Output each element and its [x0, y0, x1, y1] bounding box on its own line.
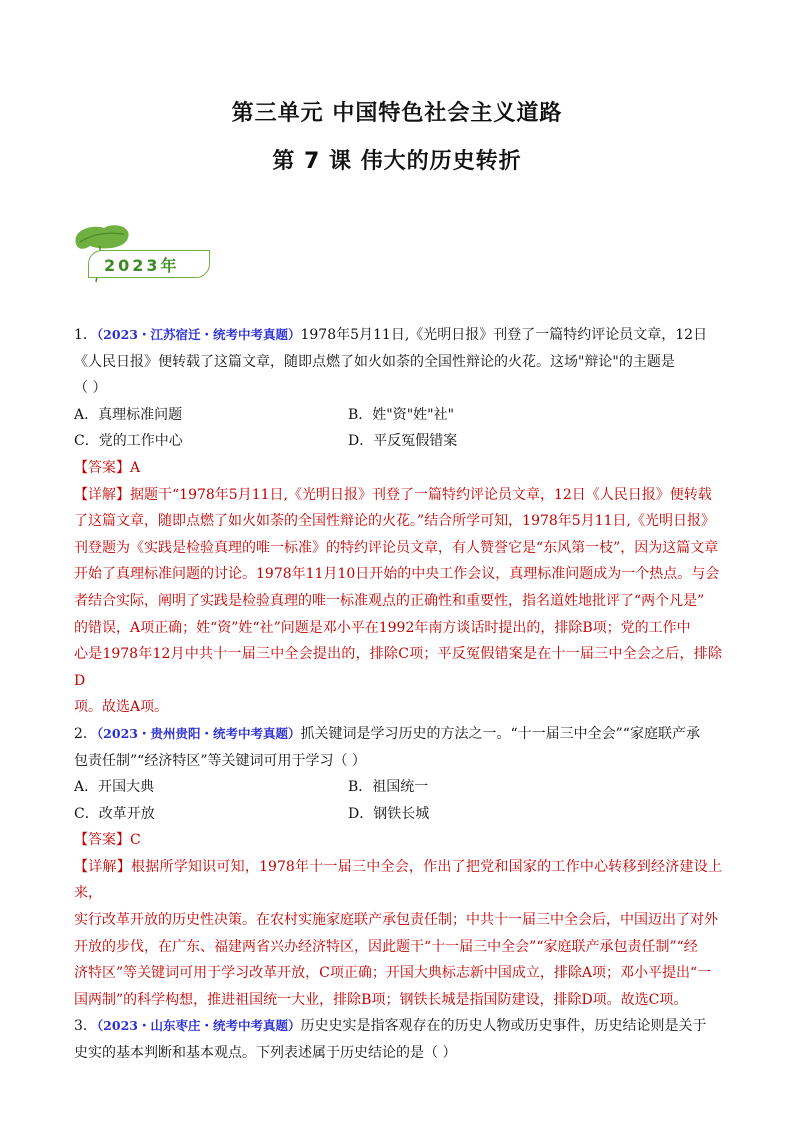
answer-line: 【答案】C [74, 832, 141, 849]
option-b[interactable]: B．祖国统一 [348, 779, 429, 796]
detail-paragraph: 【详解】据题干“1978年5月11日,《光明日报》刊登了一篇特约评论员文章，12日《人民日报》便转载 [74, 486, 712, 503]
options-row [74, 402, 722, 429]
unit-title: 第三单元 中国特色社会主义道路 [231, 101, 563, 126]
options-row [74, 801, 722, 828]
options-row [74, 774, 722, 801]
option-d[interactable]: D．平反冤假错案 [348, 433, 458, 450]
option-c[interactable]: C．改革开放 [74, 805, 155, 822]
option-d[interactable]: D．钢铁长城 [348, 805, 430, 822]
question-2-stem: 2．（2023・贵州贵阳・统考中考真题）抓关键词是学习历史的方法之一。“十一届三中全会”“家庭联产承 [74, 725, 700, 742]
year-badge [70, 220, 215, 290]
answer-line: 【答案】A [74, 459, 141, 476]
question-list: 1．（2023・江苏宿迁・统考中考真题）1978年5月11日,《光明日报》刊登了一篇特约评论员文章，12日 《人民日报》便转载了这篇文章，随即点燃了如火如荼的全国性辩论的火花。这场"辩论"的主题是 （ ） A．真理标准问题 B．姓"资"姓"社" C．党的工作中心 D．平反冤假错案 【答案】A 【详解】据题干“1978年5月11日,《光明日报》刊登了一篇特约评论员文章，12日《人民日报》便转载 了这篇文章，随即点燃了如火如荼的全国性辩论的火花。”结合所学可知，1978年5月11日,《光明日报》 刊登题为《实践是检验真理的唯一标准》的特约评论员文章，有人赞誉它是“东风第一枝”，因为这篇文章 开始了真理标准问题的讨论。1978年11月10日开始的中央工作会议，真理标准问题成为一个热点。与会 者结合实际，阐明了实践是检验真理的唯一标准观点的正确性和重要性，指名道姓地批评了“两个凡是” 的错误，A项正确；姓“资”姓“社”问题是邓小平在1992年南方谈话时提出的，排除B项；党的工作中 心是1978年12月中共十一届三中全会提出的，排除C项；平反冤假错案是在十一届三中全会之后，排除D 项。故选A项。 2．（2023・贵州贵阳・统考中考真题）抓关键词是学习历史的方法之一。“十一届三中全会”“家庭联产承 包责任制”“经济特区”等关键词可用于学习（ ） A．开国大典 B．祖国统一 C．改革开放 D．钢铁长城 【答案】C 【详解】根据所学知识可知，1978年十一届三中全会，作出了把党和国家的工作中心转移到经济建设上来， 实行改革开放的历史性决策。在农村实施家庭联产承包责任制；中共十一届三中全会后，中国迈出了对外 开放的步伐，在广东、福建两省兴办经济特区，因此题干“十一届三中全会”“家庭联产承包责任制”“经 济特区”等关键词可用于学习改革开放，C项正确；开国大典标志新中国成立，排除A项；邓小平提出“一 国两制”的科学构想，推进祖国统一大业，排除B项；钢铁长城是指国防建设，排除D项。故选C项。 3．（2023・山东枣庄・统考中考真题）历史史实是指客观存在的历史人物或历史事件，历史结论则是关于 史实的基本判断和基本观点。下列表述属于历史结论的是（ ） [74, 322, 722, 1067]
question-source: （2023・江苏宿迁・统考中考真题） [96, 327, 301, 342]
question-source: （2023・贵州贵阳・统考中考真题） [96, 725, 301, 741]
option-a[interactable]: A．开国大典 [74, 779, 155, 796]
question-3-stem: 3．（2023・山东枣庄・统考中考真题）历史史实是指客观存在的历史人物或历史事件，历史结论则是关于 [74, 1018, 707, 1035]
lesson-title: 第 7 课 伟大的历史转折 [272, 149, 522, 174]
question-1-stem: 1．（2023・江苏宿迁・统考中考真题）1978年5月11日,《光明日报》刊登了一篇特约评论员文章，12日 [74, 327, 708, 343]
badge-year: 2023年 [104, 256, 180, 275]
options-row [74, 428, 722, 455]
answer-blank: （ ） [74, 380, 107, 397]
detail-paragraph: 【详解】根据所学知识可知，1978年十一届三中全会，作出了把党和国家的工作中心转移到经济建设上来， [74, 858, 722, 902]
option-c[interactable]: C．党的工作中心 [74, 433, 183, 450]
option-a[interactable]: A．真理标准问题 [74, 406, 183, 423]
question-source: （2023・山东枣庄・统考中考真题） [96, 1018, 301, 1034]
option-b[interactable]: B．姓"资"姓"社" [348, 406, 455, 423]
